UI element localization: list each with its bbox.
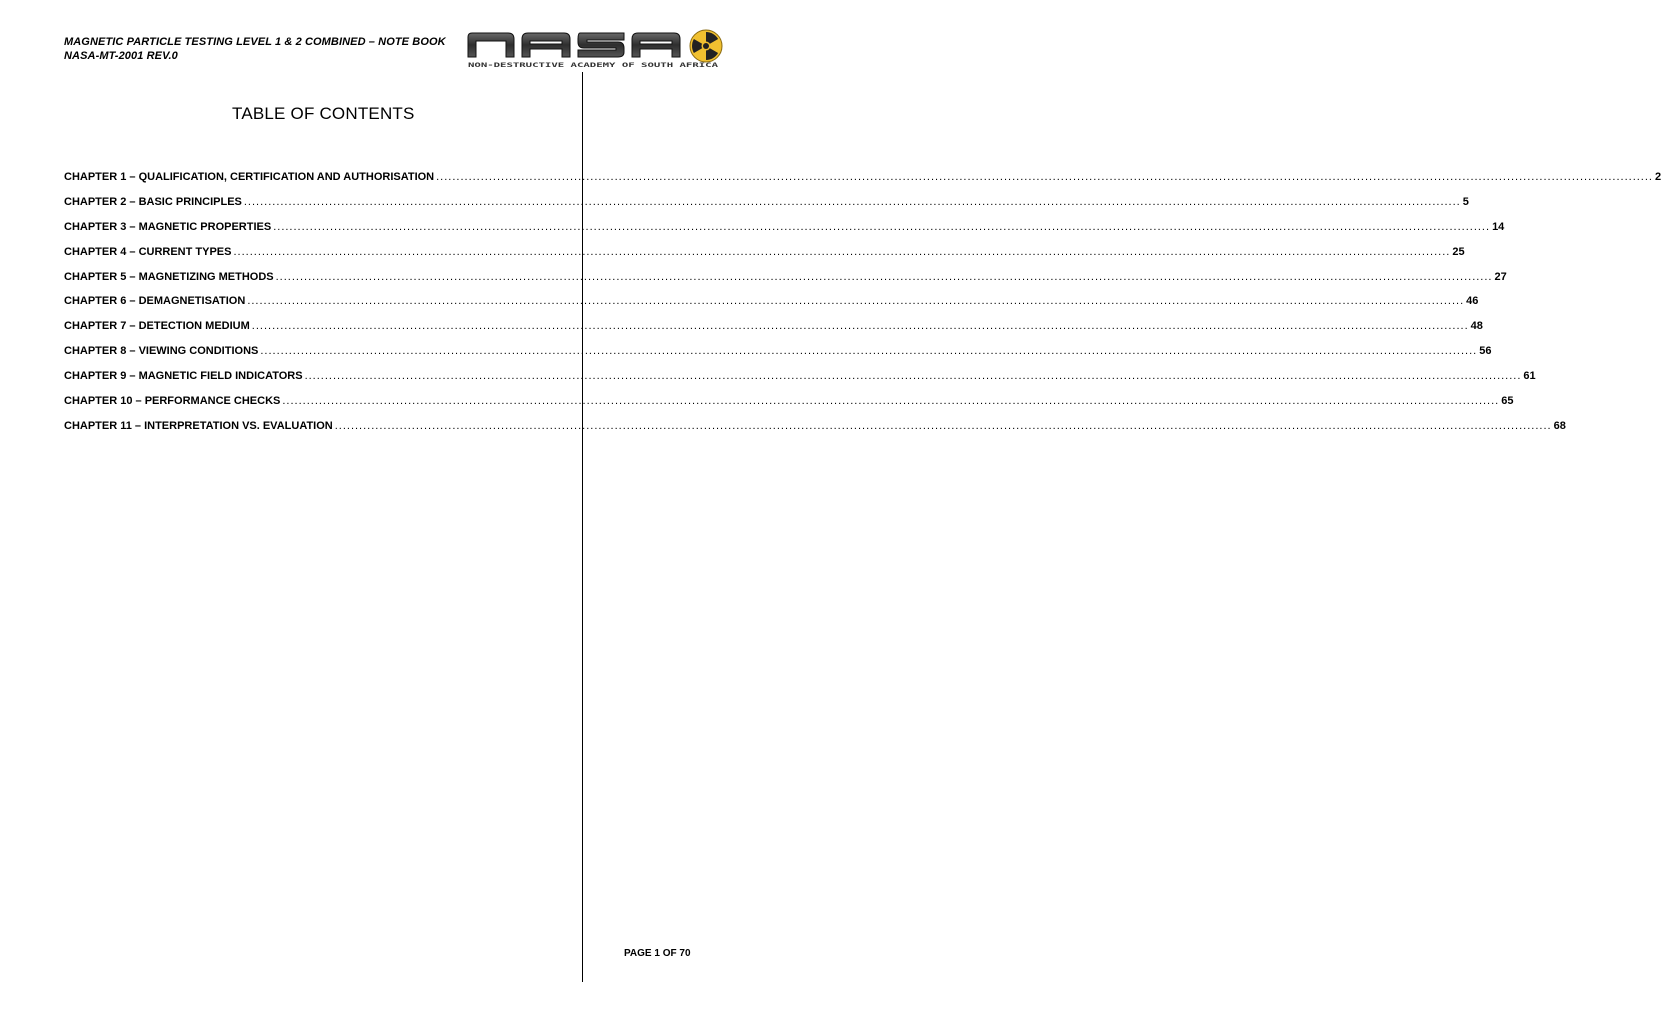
page-prefix: PAGE — [624, 948, 652, 959]
toc-entry-page: 56 — [1479, 345, 1492, 358]
document-header — [64, 35, 446, 63]
toc-leader-dots: ............................................................................................................................................................................................................................................................................................................ — [247, 295, 1465, 308]
toc-entry-label: CHAPTER 11 – INTERPRETATION VS. EVALUATION — [64, 419, 333, 432]
toc-title: TABLE OF CONTENTS — [232, 104, 415, 123]
toc-entry-page: 46 — [1466, 295, 1479, 308]
toc-leader-dots: ............................................................................................................................................................................................................................................................................................................ — [243, 195, 1461, 208]
toc-leader-dots: ............................................................................................................................................................................................................................................................................................................ — [251, 320, 1469, 333]
header-doc-number: NASA-MT-2001 REV.0 — [64, 50, 178, 62]
toc-entry[interactable] — [64, 344, 1492, 369]
header-title: MAGNETIC PARTICLE TESTING LEVEL 1 & 2 COMBINED – NOTE BOOK — [64, 36, 446, 48]
toc-leader-dots: ............................................................................................................................................................................................................................................................................................................ — [436, 171, 1653, 183]
toc-entry-label: CHAPTER 4 – CURRENT TYPES — [64, 245, 232, 258]
toc-entry[interactable] — [64, 419, 1566, 444]
toc-leader-dots: ............................................................................................................................................................................................................................................................................................................ — [282, 395, 1500, 408]
toc-entry-page: 61 — [1523, 370, 1536, 383]
toc-entry-label: CHAPTER 6 – DEMAGNETISATION — [64, 295, 246, 308]
toc-entry[interactable] — [64, 245, 1465, 270]
toc-entry-label: CHAPTER 9 – MAGNETIC FIELD INDICATORS — [64, 370, 303, 383]
toc-entry-page: 2 — [1654, 171, 1661, 183]
toc-entry-page: 27 — [1494, 270, 1507, 283]
toc-entry[interactable] — [64, 170, 1661, 195]
toc-leader-dots: ............................................................................................................................................................................................................................................................................................................ — [275, 270, 1493, 283]
page-of: OF — [662, 948, 677, 959]
toc-leader-dots: ............................................................................................................................................................................................................................................................................................................ — [304, 370, 1522, 383]
toc-entry-page: 25 — [1452, 245, 1465, 258]
page-total: 70 — [679, 948, 691, 959]
toc-entry[interactable] — [64, 195, 1469, 220]
toc-entry[interactable] — [64, 270, 1507, 295]
toc-entry-label: CHAPTER 3 – MAGNETIC PROPERTIES — [64, 220, 272, 233]
nasa-logo-graphic — [466, 29, 728, 71]
page-footer — [624, 948, 691, 959]
toc-entry-label: CHAPTER 1 – QUALIFICATION, CERTIFICATION AND AUTHORISATION — [64, 171, 435, 183]
toc-entry-page: 65 — [1501, 395, 1514, 408]
toc-leader-dots: ............................................................................................................................................................................................................................................................................................................ — [260, 345, 1478, 358]
toc-entry-page: 68 — [1553, 419, 1566, 432]
nasa-logo — [466, 29, 728, 71]
toc-entry-page: 48 — [1470, 320, 1483, 333]
toc-entry-label: CHAPTER 7 – DETECTION MEDIUM — [64, 320, 250, 333]
toc-entry-page: 14 — [1492, 220, 1505, 233]
radiation-trefoil-icon — [688, 29, 722, 62]
toc-entry[interactable] — [64, 294, 1479, 319]
toc-entry[interactable] — [64, 220, 1505, 245]
toc-leader-dots: ............................................................................................................................................................................................................................................................................................................ — [334, 419, 1552, 432]
toc-entry[interactable] — [64, 319, 1483, 344]
logo-tagline: NON-DESTRUCTIVE ACADEMY OF SOUTH AFRICA — [468, 62, 719, 69]
toc-entry-label: CHAPTER 5 – MAGNETIZING METHODS — [64, 270, 274, 283]
toc-entry[interactable] — [64, 394, 1514, 419]
table-of-contents — [64, 170, 1661, 444]
page-current: 1 — [654, 948, 660, 959]
toc-entry-label: CHAPTER 2 – BASIC PRINCIPLES — [64, 195, 242, 208]
toc-entry-page: 5 — [1462, 195, 1469, 208]
toc-entry-label: CHAPTER 10 – PERFORMANCE CHECKS — [64, 395, 281, 408]
toc-leader-dots: ............................................................................................................................................................................................................................................................................................................ — [273, 220, 1491, 233]
toc-entry[interactable] — [64, 369, 1536, 394]
toc-entry-label: CHAPTER 8 – VIEWING CONDITIONS — [64, 345, 259, 358]
toc-leader-dots: ............................................................................................................................................................................................................................................................................................................ — [233, 245, 1451, 258]
